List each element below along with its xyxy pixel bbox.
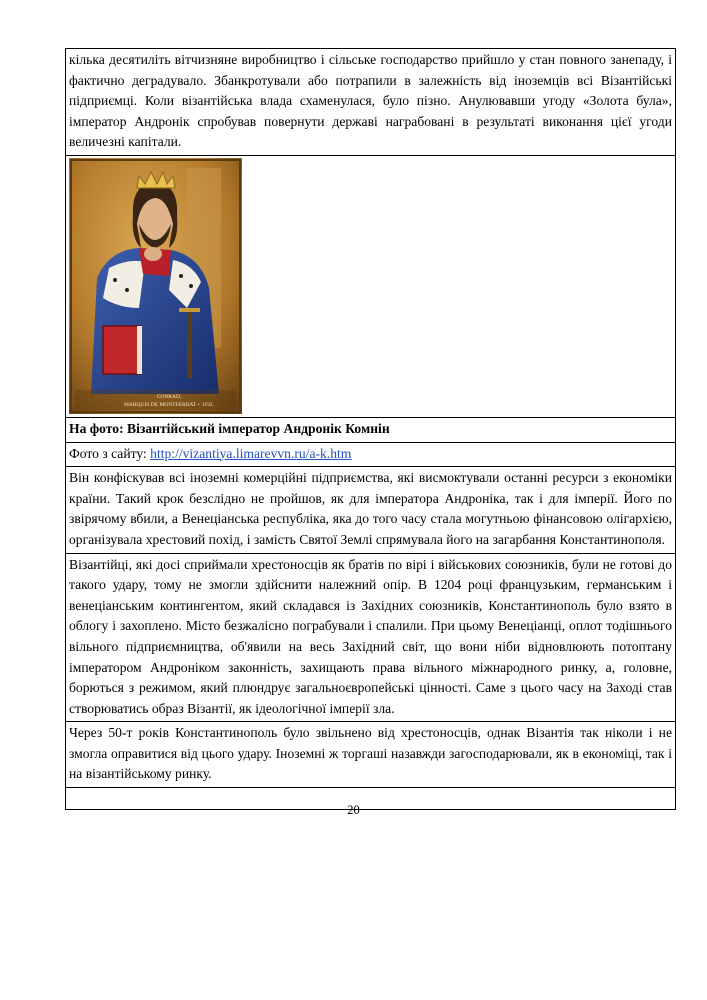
page-number: 20 [347,803,360,817]
paragraph-4: Через 50-т років Константинополь було звільнено від хрестоносців, однак Візантія так ніколи і не змогла оправитися від цього удару. Іноземні ж торгаші назавжди загосподарювали, як в економіці, так і на візантійському ринку. [66,722,676,788]
photo-source-link[interactable]: http://vizantiya.limarevvn.ru/a-k.htm [150,445,352,461]
paragraph-3: Візантійці, які досі сприймали хрестоносців як братів по вірі і військових союзників, були не готові до такого удару, тому не змогли здійснити належний опір. В 1204 році французьким, германським і венеціанським контингентом, який складався із Західних союзників, Константинополь було взято в облогу і захоплено. Місто безжалісно пограбували і спалили. При цьому Венеціанці, оплот тодішнього вільного підприємництва, об'явили на весь Західний світ, що вони ніби відновлюють потоптану імператором Андроніком законність, захищають права вільного міжнародного ринку, а, головне, борються з режимом, який плюндрує загальноєвропейські цінності. Саме з цього часу на Заході став створюватись образ Візантії, як ідеологічної імперії зла. [66,553,676,722]
paragraph-2: Він конфіскував всі іноземні комерційні підприємства, які висмоктували останні ресурси з економіки країни. Такий крок безслідно не пройшов, як для імператора Андроніка, так і для імперії. Його по звірячому вбили, а Венеціанська республіка, яка до того часу стала могутньою фінансовою олігархією, організувала хрестовий похід, і замість Святої Землі спрямувала його на загарбання Константинополя. [66,467,676,553]
paragraph-1: кілька десятиліть вітчизняне виробництво і сільське господарство прийшло у стан повного занепаду, і фактично деградувало. Збанкротували або потрапили в залежність від іноземців всі Візантійські підприємці. Коли візантійська влада схаменулася, було пізно. Анулювавши угоду «Золота була», імператор Андронік спробував повернути державі награбовані в результаті виконання цієї угоди величезні капітали. [66,49,676,156]
emperor-portrait-image [69,158,242,414]
photo-source-label: Фото з сайту: [69,445,151,461]
photo-cell [66,155,676,417]
portrait-caption-line-1: CONRAD, [156,393,182,400]
document-table [65,48,676,810]
photo-caption: На фото: Візантійський імператор Андронік Комнін [66,417,676,442]
photo-source [66,442,676,467]
portrait-caption-line-2: MARQUIS DE MONTFERRAT + 1192. [123,401,215,408]
